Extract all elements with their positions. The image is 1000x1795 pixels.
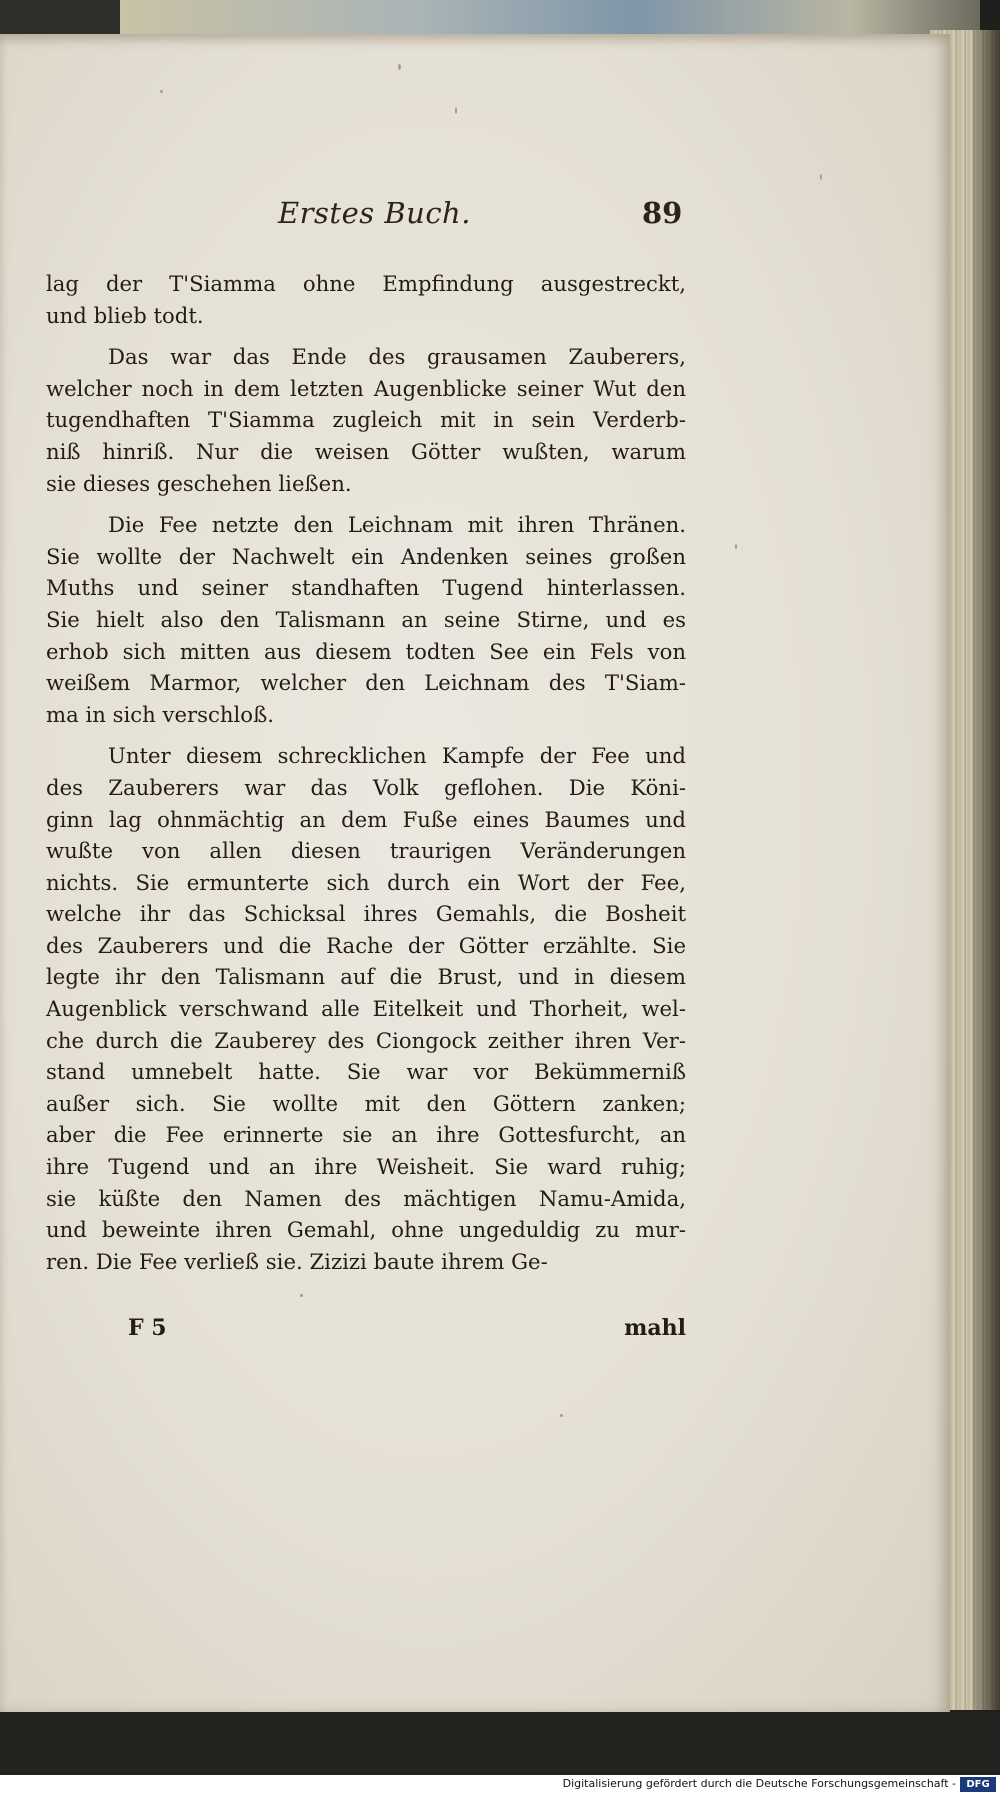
paragraph-gap: [46, 730, 686, 740]
text-line: Augenblick verschwand alle Eitelkeit und Thorheit, wel-: [46, 996, 686, 1022]
text-line: Muths und seiner standhaften Tugend hinterlassen.: [46, 575, 686, 601]
paragraph: [46, 268, 686, 331]
paragraph-gap: [46, 499, 686, 509]
text-line: che durch die Zauberey des Ciongock zeither ihren Ver-: [46, 1027, 686, 1053]
paragraph: [46, 341, 686, 499]
running-head: [278, 196, 683, 244]
catchword: mahl: [624, 1315, 686, 1341]
paragraph-gap: [46, 331, 686, 341]
text-line: und blieb todt.: [46, 302, 204, 328]
text-line: Sie wollte der Nachwelt ein Andenken seines großen: [46, 543, 686, 569]
text-line: ihre Tugend und an ihre Weisheit. Sie ward ruhig;: [46, 1154, 686, 1180]
paragraph: [46, 740, 686, 1277]
text-line: des Zauberers war das Volk geflohen. Die Köni-: [46, 774, 686, 800]
page-number: 89: [642, 196, 683, 230]
text-line: ren. Die Fee verließ sie. Zizizi baute ihrem Ge-: [46, 1248, 548, 1274]
text-line: niß hinriß. Nur die weisen Götter wußten, warum: [46, 438, 686, 464]
text-line: legte ihr den Talismann auf die Brust, und in diesem: [46, 964, 686, 990]
text-line: sie küßte den Namen des mächtigen Namu-Amida,: [46, 1185, 686, 1211]
text-line: welche ihr das Schicksal ihres Gemahls, die Bosheit: [46, 901, 686, 927]
text-line: sie dieses geschehen ließen.: [46, 470, 352, 496]
text-line: ma in sich verschloß.: [46, 701, 274, 727]
body-text: [46, 268, 686, 1277]
digitization-footer: [0, 1775, 1000, 1795]
signature-mark: F 5: [128, 1315, 167, 1341]
text-line: stand umnebelt hatte. Sie war vor Bekümmerniß: [46, 1059, 686, 1085]
running-title: Erstes Buch.: [278, 196, 471, 230]
text-line: tugendhaften T'Siamma zugleich mit in sein Verderb-: [46, 407, 686, 433]
digitization-notice: Digitalisierung gefördert durch die Deutsche Forschungsgemeinschaft -: [562, 1777, 956, 1790]
text-line: wußte von allen diesen traurigen Veränderungen: [46, 838, 686, 864]
paragraph: [46, 509, 686, 730]
text-line: des Zauberers und die Rache der Götter erzählte. Sie: [46, 932, 686, 958]
text-line: außer sich. Sie wollte mit den Göttern zanken;: [46, 1090, 686, 1116]
text-line: ginn lag ohnmächtig an dem Fuße eines Baumes und: [46, 806, 686, 832]
scan-background: [0, 0, 125, 34]
text-line: weißem Marmor, welcher den Leichnam des T'Siam-: [46, 670, 686, 696]
book-cover-edge: [120, 0, 980, 34]
text-line: und beweinte ihren Gemahl, ohne ungeduldig zu mur-: [46, 1217, 686, 1243]
text-line: Die Fee netzte den Leichnam mit ihren Thränen.: [108, 512, 686, 538]
text-line: nichts. Sie ermunterte sich durch ein Wort der Fee,: [46, 869, 686, 895]
text-line: erhob sich mitten aus diesem todten See ein Fels von: [46, 638, 686, 664]
text-line: Unter diesem schrecklichen Kampfe der Fee und: [108, 743, 686, 769]
text-line: aber die Fee erinnerte sie an ihre Gottesfurcht, an: [46, 1122, 686, 1148]
page-edges-shadow: [972, 30, 1000, 1710]
catch-row: [46, 1315, 686, 1349]
text-line: Sie hielt also den Talismann an seine Stirne, und es: [46, 606, 686, 632]
dfg-logo: DFG: [960, 1777, 996, 1792]
text-line: welcher noch in dem letzten Augenblicke seiner Wut den: [46, 375, 686, 401]
text-line: lag der T'Siamma ohne Empfindung ausgestreckt,: [46, 271, 686, 296]
text-line: Das war das Ende des grausamen Zauberers,: [108, 344, 686, 370]
